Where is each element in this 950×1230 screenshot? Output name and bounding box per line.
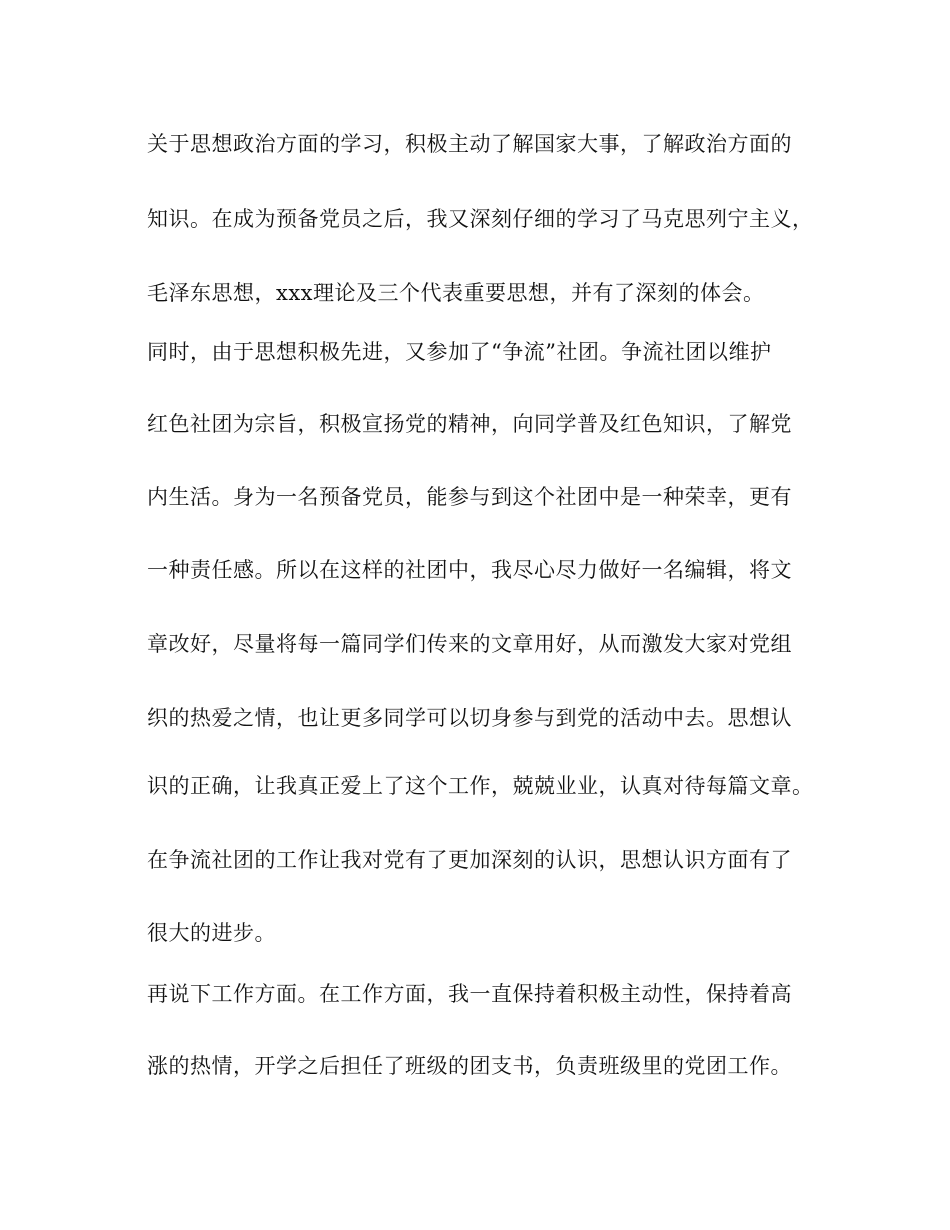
paragraph-3-line-1: 再说下工作方面。在工作方面，我一直保持着积极主动性，保持着高: [147, 982, 792, 1006]
paragraph-2-line-1: 同时，由于思想积极先进，又参加了“争流”社团。争流社团以维护: [147, 340, 772, 364]
paragraph-1-line-3: 毛泽东思想，xxx理论及三个代表重要思想，并有了深刻的体会。: [147, 281, 765, 305]
paragraph-1-line-2: 知识。在成为预备党员之后，我又深刻仔细的学习了马克思列宁主义，: [147, 207, 814, 231]
paragraph-2-line-6: 织的热爱之情，也让更多同学可以切身参与到党的活动中去。思想认: [147, 706, 792, 730]
paragraph-2-line-4: 一种责任感。所以在这样的社团中，我尽心尽力做好一名编辑，将文: [147, 558, 792, 582]
paragraph-2-line-5: 章改好，尽量将每一篇同学们传来的文章用好，从而激发大家对党组: [147, 632, 792, 656]
paragraph-2-line-2: 红色社团为宗旨，积极宣扬党的精神，向同学普及红色知识，了解党: [147, 412, 792, 436]
paragraph-2-line-9: 很大的进步。: [147, 921, 276, 945]
paragraph-1-line-1: 关于思想政治方面的学习，积极主动了解国家大事，了解政治方面的: [147, 132, 792, 156]
paragraph-2-line-3: 内生活。身为一名预备党员，能参与到这个社团中是一种荣幸，更有: [147, 485, 792, 509]
paragraph-3-line-2: 涨的热情，开学之后担任了班级的团支书，负责班级里的党团工作。: [147, 1054, 792, 1078]
paragraph-2-line-8: 在争流社团的工作让我对党有了更加深刻的认识，思想认识方面有了: [147, 848, 792, 872]
paragraph-2-line-7: 识的正确，让我真正爱上了这个工作，兢兢业业，认真对待每篇文章。: [147, 774, 814, 798]
